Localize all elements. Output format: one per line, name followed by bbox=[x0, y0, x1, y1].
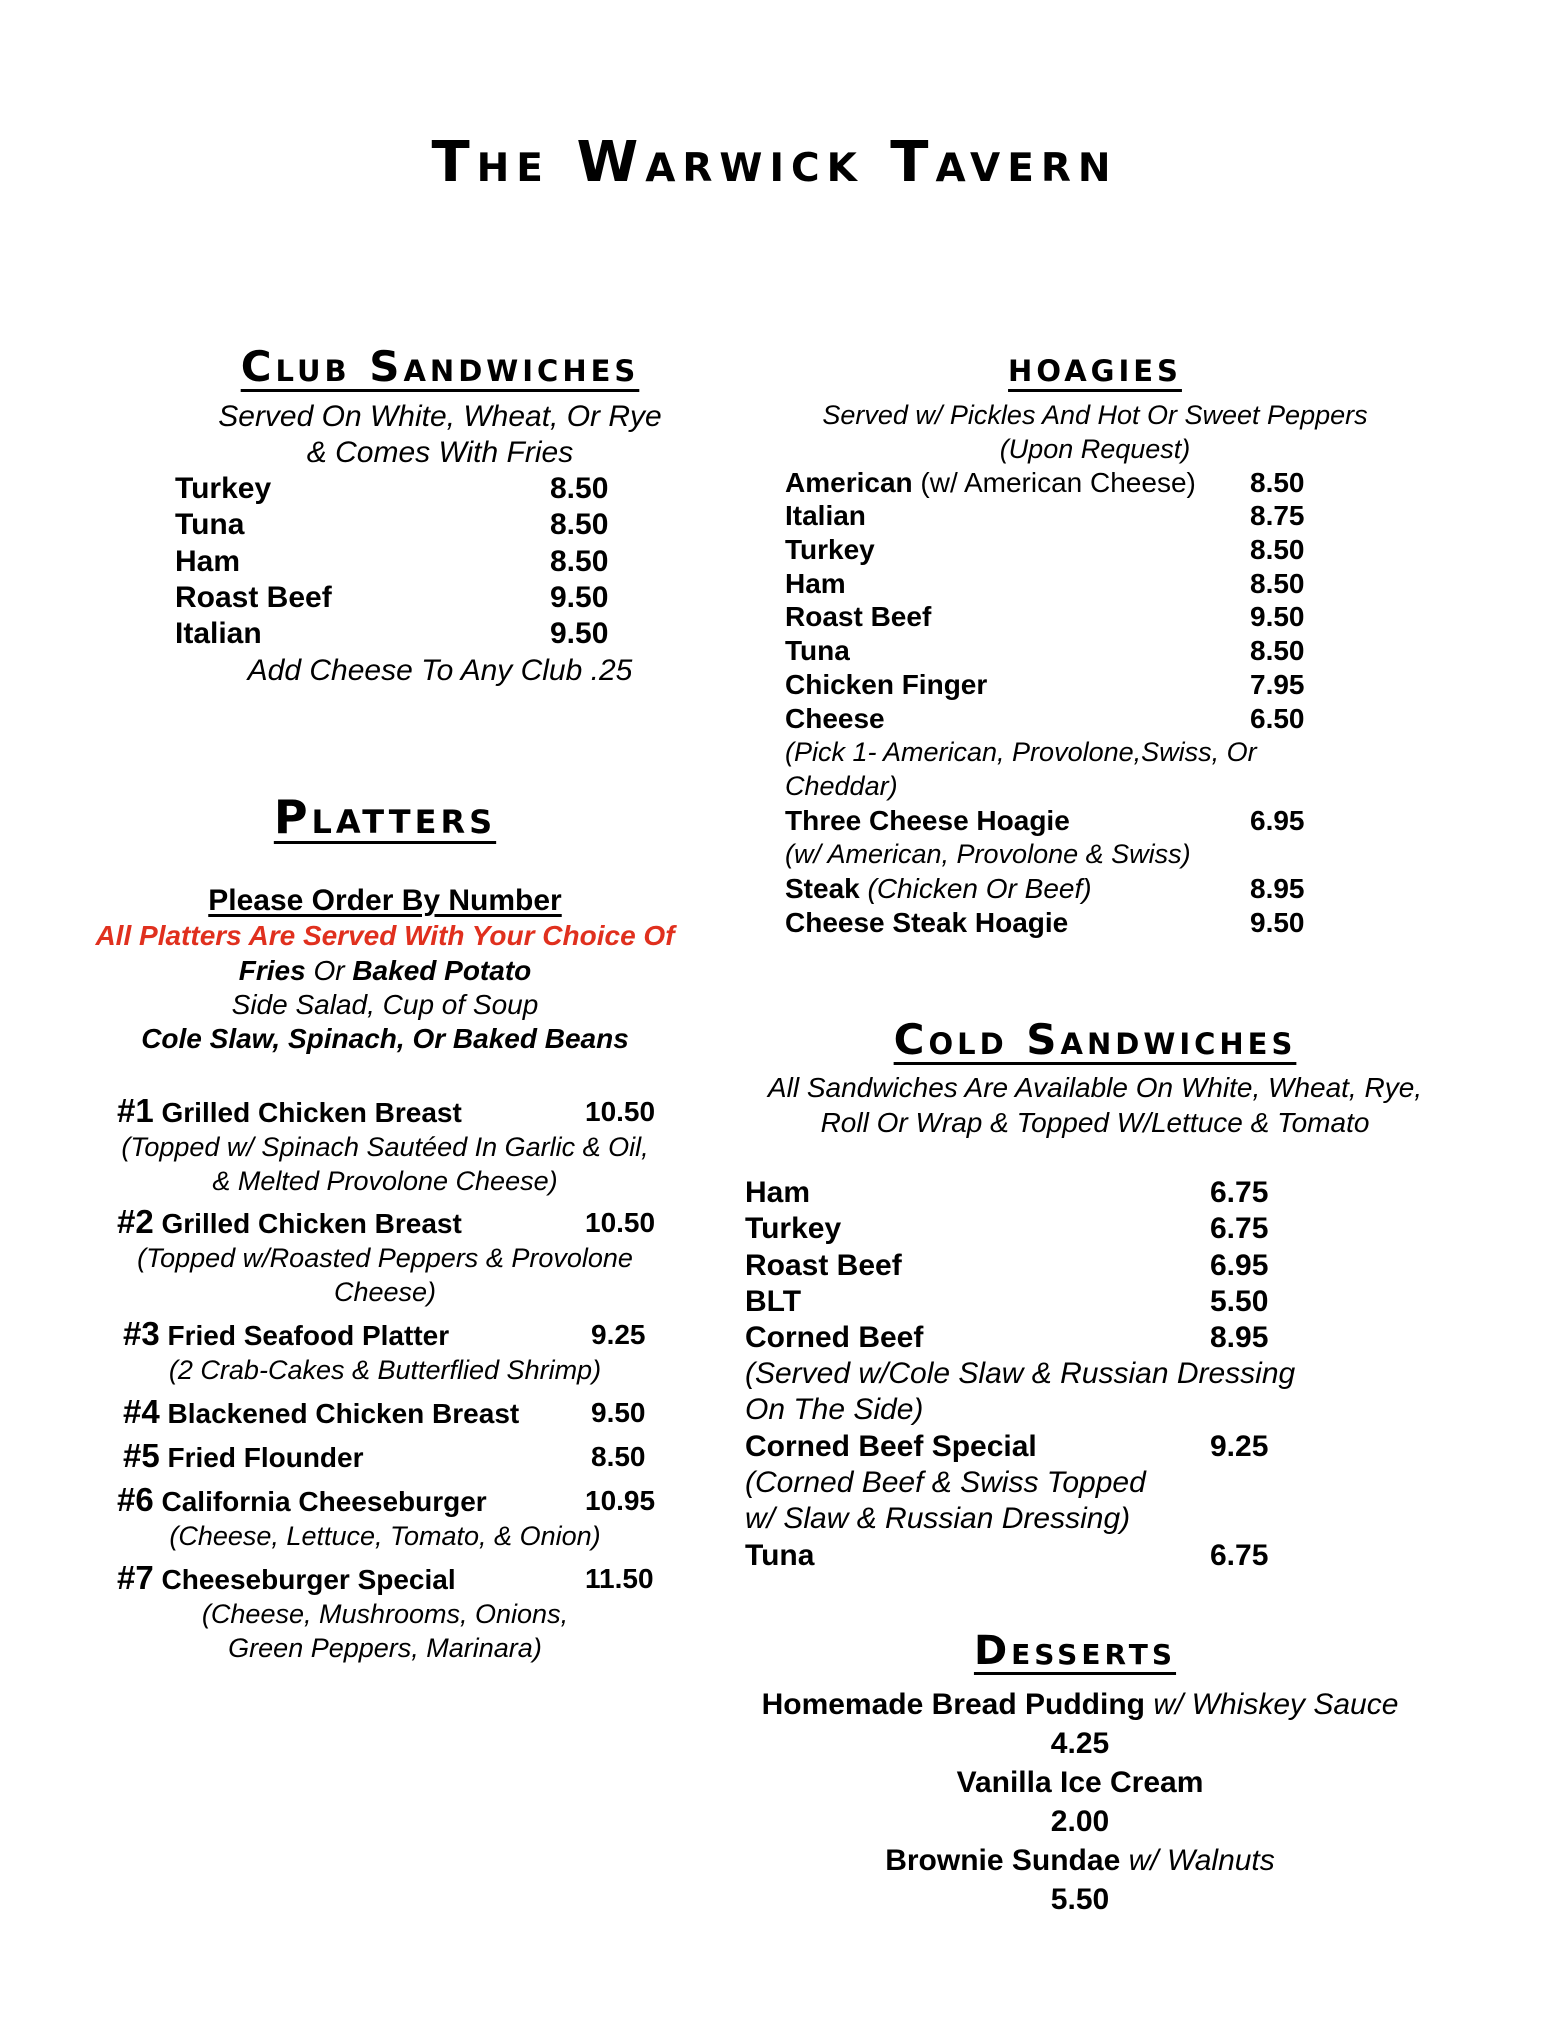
club-item-name: Italian bbox=[175, 617, 262, 650]
platter-item bbox=[117, 1092, 462, 1130]
menu-title: The Warwick Tavern bbox=[431, 130, 1118, 195]
platter-name: Grilled Chicken Breast bbox=[161, 1208, 462, 1239]
dessert-price: 5.50 bbox=[1050, 1883, 1110, 1916]
platter-number: #2 bbox=[117, 1203, 154, 1240]
platter-description: Cheese) bbox=[333, 1277, 437, 1307]
dessert-item bbox=[720, 1844, 1440, 1878]
cold-item-note: (Corned Beef & Swiss Topped bbox=[745, 1466, 1146, 1499]
hoagies-subtitle-1: Served w/ Pickles And Hot Or Sweet Peppers bbox=[822, 400, 1368, 430]
hoagie-price: 8.95 bbox=[1250, 873, 1305, 904]
hoagie-name: Ham bbox=[785, 568, 846, 599]
platter-number: #4 bbox=[123, 1393, 160, 1430]
hoagies-subtitle-2: (Upon Request) bbox=[999, 434, 1191, 464]
club-item-price: 9.50 bbox=[550, 617, 609, 650]
cold-item-name: Corned Beef Special bbox=[745, 1430, 1037, 1463]
platter-price: 10.95 bbox=[585, 1485, 656, 1516]
club-subtitle-2: & Comes With Fries bbox=[306, 436, 574, 469]
cold-item-name: BLT bbox=[745, 1285, 802, 1318]
cold-item-price: 6.75 bbox=[1210, 1539, 1269, 1572]
hoagie-price: 9.50 bbox=[1250, 601, 1305, 632]
hoagie-name: Steak bbox=[785, 873, 860, 904]
platter-description: & Melted Provolone Cheese) bbox=[212, 1166, 558, 1196]
platter-name: Fried Flounder bbox=[167, 1442, 364, 1473]
platter-price: 8.50 bbox=[591, 1441, 646, 1472]
platter-name: Fried Seafood Platter bbox=[167, 1320, 450, 1351]
dessert-name: Homemade Bread Pudding bbox=[761, 1688, 1145, 1721]
platter-item bbox=[117, 1481, 487, 1519]
cold-item-name: Corned Beef bbox=[745, 1321, 924, 1354]
dessert-item bbox=[720, 1688, 1440, 1722]
cold-item-price: 6.75 bbox=[1210, 1176, 1269, 1209]
hoagie-price: 6.95 bbox=[1250, 805, 1305, 836]
cold-item-note: (Served w/Cole Slaw & Russian Dressing bbox=[745, 1357, 1296, 1390]
platter-item bbox=[123, 1437, 364, 1475]
platter-name: Cheeseburger Special bbox=[161, 1564, 456, 1595]
hoagie-price: 8.50 bbox=[1250, 534, 1305, 565]
hoagie-price: 9.50 bbox=[1250, 907, 1305, 938]
hoagie-name: Chicken Finger bbox=[785, 669, 988, 700]
cold-item-price: 8.95 bbox=[1210, 1321, 1269, 1354]
platter-price: 10.50 bbox=[585, 1096, 656, 1127]
platter-description: (Topped w/ Spinach Sautéed In Garlic & Oil, bbox=[121, 1132, 649, 1162]
platter-number: #1 bbox=[117, 1092, 154, 1129]
platter-name: California Cheeseburger bbox=[161, 1486, 487, 1517]
platters-choice-line-2: Side Salad, Cup of Soup bbox=[231, 989, 539, 1020]
hoagie-note: (Chicken Or Beef) bbox=[867, 873, 1092, 904]
cold-item-name: Ham bbox=[745, 1176, 811, 1209]
dessert-price: 4.25 bbox=[1050, 1727, 1110, 1760]
platter-name: Blackened Chicken Breast bbox=[167, 1398, 520, 1429]
platters-heading: Platters bbox=[273, 790, 497, 844]
platter-price: 9.25 bbox=[591, 1319, 646, 1350]
hoagie-item bbox=[785, 467, 1196, 499]
dessert-price: 2.00 bbox=[1050, 1805, 1110, 1838]
club-item-name: Ham bbox=[175, 545, 241, 578]
platters-order-note: Please Order By Number bbox=[208, 884, 562, 917]
choice-baked-potato: Baked Potato bbox=[352, 955, 532, 986]
platter-description: (Topped w/Roasted Peppers & Provolone bbox=[137, 1243, 633, 1273]
hoagie-price: 8.50 bbox=[1250, 467, 1305, 498]
hoagie-note: (w/ American, Provolone & Swiss) bbox=[785, 839, 1191, 869]
hoagie-name: Cheese bbox=[785, 703, 885, 734]
cold-item-price: 5.50 bbox=[1210, 1285, 1269, 1318]
platter-number: #7 bbox=[117, 1559, 154, 1596]
hoagies-heading: hoagies bbox=[1008, 342, 1182, 391]
hoagie-price: 8.50 bbox=[1250, 635, 1305, 666]
hoagie-price: 7.95 bbox=[1250, 669, 1305, 700]
club-item-name: Turkey bbox=[175, 472, 272, 505]
platters-choice-line-3: Cole Slaw, Spinach, Or Baked Beans bbox=[141, 1023, 629, 1054]
desserts-heading: Desserts bbox=[973, 1628, 1177, 1674]
dessert-note: w/ Walnuts bbox=[1128, 1844, 1275, 1877]
platter-description: Green Peppers, Marinara) bbox=[228, 1633, 542, 1663]
hoagie-name: Three Cheese Hoagie bbox=[785, 805, 1070, 836]
dessert-name: Brownie Sundae bbox=[885, 1844, 1121, 1877]
club-item-name: Tuna bbox=[175, 508, 245, 541]
hoagie-name: Tuna bbox=[785, 635, 850, 666]
platter-item bbox=[123, 1315, 449, 1353]
hoagie-note: (w/ American Cheese) bbox=[920, 467, 1196, 498]
cold-sandwiches-heading: Cold Sandwiches bbox=[893, 1015, 1297, 1064]
platter-price: 9.50 bbox=[591, 1397, 646, 1428]
hoagie-name: Roast Beef bbox=[785, 601, 932, 632]
platter-description: (Cheese, Mushrooms, Onions, bbox=[201, 1599, 569, 1629]
club-item-price: 8.50 bbox=[550, 545, 609, 578]
cold-item-name: Tuna bbox=[745, 1539, 815, 1572]
platter-item bbox=[117, 1203, 462, 1241]
platter-price: 11.50 bbox=[585, 1563, 654, 1594]
hoagie-name: Italian bbox=[785, 500, 866, 531]
platter-item bbox=[117, 1559, 456, 1597]
platter-item bbox=[123, 1393, 519, 1431]
hoagie-name: Turkey bbox=[785, 534, 875, 565]
platter-number: #6 bbox=[117, 1481, 154, 1518]
hoagie-item bbox=[785, 873, 1092, 905]
club-item-price: 8.50 bbox=[550, 472, 609, 505]
hoagie-price: 6.50 bbox=[1250, 703, 1305, 734]
platters-served-note: All Platters Are Served With Your Choice Of bbox=[95, 920, 675, 951]
cold-subtitle-2: Roll Or Wrap & Topped W/Lettuce & Tomato bbox=[820, 1107, 1370, 1138]
cold-item-price: 6.75 bbox=[1210, 1212, 1269, 1245]
cold-item-name: Turkey bbox=[745, 1212, 842, 1245]
club-cheese-note: Add Cheese To Any Club .25 bbox=[247, 654, 633, 687]
cold-item-name: Roast Beef bbox=[745, 1249, 902, 1282]
platter-description: (Cheese, Lettuce, Tomato, & Onion) bbox=[169, 1521, 601, 1551]
hoagie-price: 8.75 bbox=[1250, 500, 1305, 531]
choice-fries: Fries bbox=[238, 955, 306, 986]
platter-number: #3 bbox=[123, 1315, 160, 1352]
club-sandwiches-heading: Club Sandwiches bbox=[240, 342, 640, 391]
hoagie-name: Cheese Steak Hoagie bbox=[785, 907, 1069, 938]
cold-item-note: w/ Slaw & Russian Dressing) bbox=[745, 1502, 1131, 1535]
cold-item-price: 6.95 bbox=[1210, 1249, 1269, 1282]
choice-or: Or bbox=[313, 955, 345, 986]
hoagie-price: 8.50 bbox=[1250, 568, 1305, 599]
club-item-name: Roast Beef bbox=[175, 581, 332, 614]
cold-subtitle-1: All Sandwiches Are Available On White, Wheat, Rye, bbox=[767, 1072, 1423, 1103]
hoagie-cheese-note: Cheddar) bbox=[785, 771, 898, 801]
dessert-note: w/ Whiskey Sauce bbox=[1153, 1688, 1399, 1721]
club-item-price: 9.50 bbox=[550, 581, 609, 614]
platter-description: (2 Crab-Cakes & Butterflied Shrimp) bbox=[168, 1355, 602, 1385]
platter-number: #5 bbox=[123, 1437, 160, 1474]
club-item-price: 8.50 bbox=[550, 508, 609, 541]
hoagie-cheese-note: (Pick 1- American, Provolone,Swiss, Or bbox=[785, 737, 1257, 767]
hoagie-name: American bbox=[785, 467, 913, 498]
platter-name: Grilled Chicken Breast bbox=[161, 1097, 462, 1128]
dessert-name: Vanilla Ice Cream bbox=[956, 1766, 1204, 1799]
club-subtitle-1: Served On White, Wheat, Or Rye bbox=[218, 400, 662, 433]
platters-choice-line-1 bbox=[85, 955, 685, 987]
platter-price: 10.50 bbox=[585, 1207, 656, 1238]
cold-item-price: 9.25 bbox=[1210, 1430, 1269, 1463]
cold-item-note: On The Side) bbox=[745, 1393, 924, 1426]
